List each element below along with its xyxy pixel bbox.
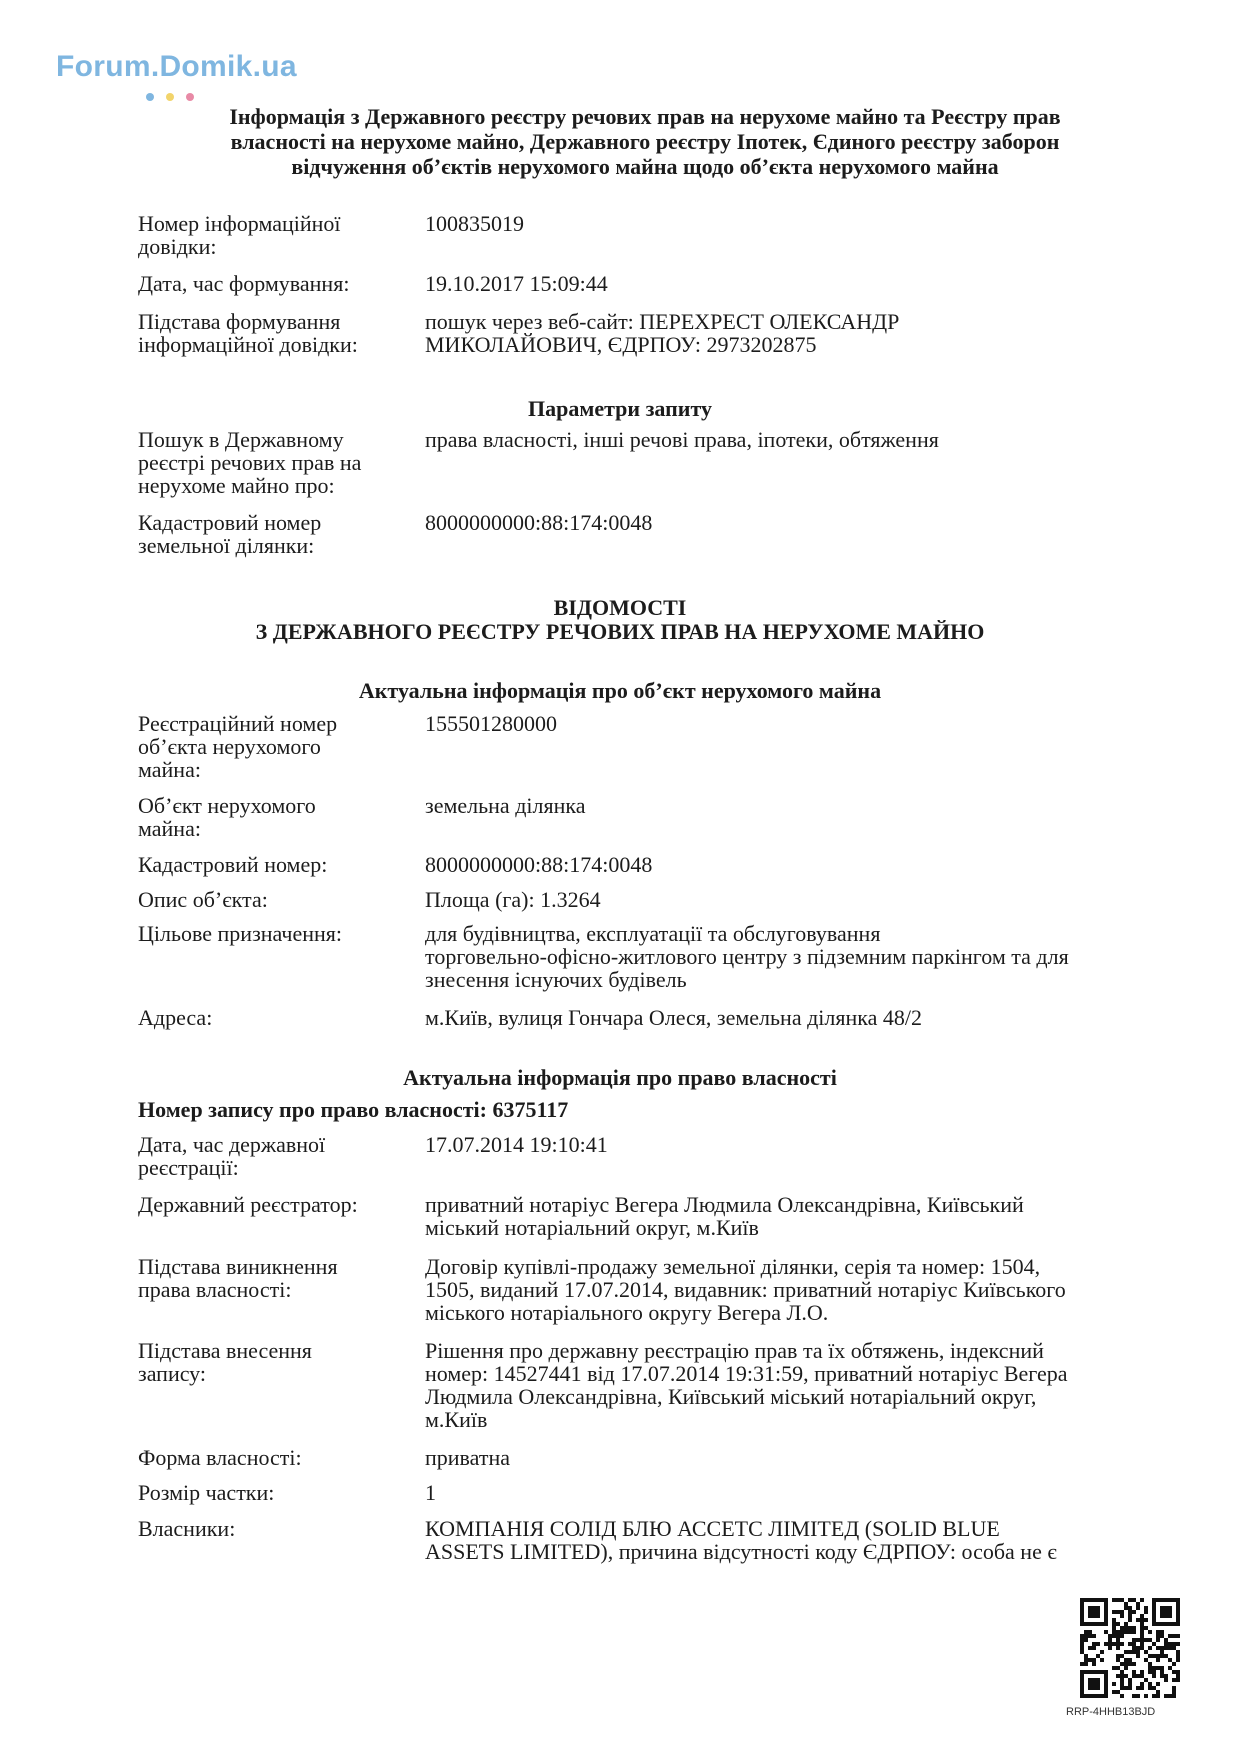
label-line: Номер інформаційної <box>138 211 341 236</box>
label-line: об’єкта нерухомого <box>138 734 321 759</box>
value-line: міського нотаріального округу Вегера Л.О. <box>425 1300 829 1325</box>
field-label: Власники: <box>138 1516 236 1541</box>
value-line: Людмила Олександрівна, Київський міський нотаріальний округ, <box>425 1384 1037 1409</box>
field-value: 155501280000 <box>425 711 557 736</box>
value-line: знесення існуючих будівель <box>425 967 687 992</box>
field-label <box>138 1133 408 1179</box>
label-line: інформаційної довідки: <box>138 332 358 357</box>
label-line: земельної ділянки: <box>138 533 315 558</box>
value-line: номер: 14527441 від 17.07.2014 19:31:59, приватний нотаріус Вегера <box>425 1361 1068 1386</box>
value-line: ASSETS LIMITED), причина відсутності коду ЄДРПОУ: особа не є <box>425 1539 1057 1564</box>
value-line: Рішення про державну реєстрацію прав та їх обтяжень, індексний <box>425 1338 1044 1363</box>
label-line: майна: <box>138 816 201 841</box>
params-title: Параметри запиту <box>527 396 712 421</box>
field-value <box>425 1255 1240 1324</box>
field-label: Цільове призначення: <box>138 921 343 946</box>
field-value <box>425 922 1240 991</box>
watermark-dot <box>146 93 154 101</box>
watermark-logo: Forum.Domik.ua <box>56 50 297 83</box>
label-line: Пошук в Державному <box>138 427 344 452</box>
qr-code-text: RRP-4HHB13BJD <box>1066 1706 1156 1718</box>
records-title-line: ВІДОМОСТІ <box>553 595 687 620</box>
watermark-dot <box>166 93 174 101</box>
field-label <box>138 310 408 356</box>
records-title <box>0 596 1240 644</box>
value-line: м.Київ <box>425 1407 488 1432</box>
label-line: реєстрації: <box>138 1155 239 1180</box>
header-line: Інформація з Державного реєстру речових прав на нерухоме майно та Реєстру прав <box>229 104 1061 129</box>
field-label: Кадастровий номер: <box>138 852 328 877</box>
field-label: Форма власності: <box>138 1445 302 1470</box>
header-line: відчуження об’єктів нерухомого майна щодо об’єкта нерухомого майна <box>291 154 999 179</box>
value-line: міський нотаріальний округ, м.Київ <box>425 1215 759 1240</box>
field-value <box>425 1517 1240 1563</box>
label-line: Реєстраційний номер <box>138 711 338 736</box>
field-label: Державний реєстратор: <box>138 1192 358 1217</box>
label-line: запису: <box>138 1361 207 1386</box>
field-label <box>138 428 408 497</box>
label-line: нерухоме майно про: <box>138 473 335 498</box>
label-line: Кадастровий номер <box>138 510 322 535</box>
field-value: земельна ділянка <box>425 793 586 818</box>
label-line: Дата, час державної <box>138 1132 326 1157</box>
qr-code <box>1080 1598 1180 1698</box>
field-value: права власності, інші речові права, іпотеки, обтяження <box>425 427 939 452</box>
field-value <box>425 1339 1240 1431</box>
object-section-title: Актуальна інформація про об’єкт нерухомого майна <box>358 678 882 703</box>
watermark-dots <box>146 88 206 100</box>
field-label <box>138 1255 408 1301</box>
value-line: Договір купівлі-продажу земельної ділянки, серія та номер: 1504, <box>425 1254 1041 1279</box>
field-value: м.Київ, вулиця Гончара Олеся, земельна ділянка 48/2 <box>425 1005 922 1030</box>
field-label: Адреса: <box>138 1005 213 1030</box>
label-line: права власності: <box>138 1277 292 1302</box>
value-line: КОМПАНІЯ СОЛІД БЛЮ АССЕТС ЛІМІТЕД (SOLID BLUE <box>425 1516 1000 1541</box>
field-label: Опис об’єкта: <box>138 887 268 912</box>
field-value: 17.07.2014 19:10:41 <box>425 1132 608 1157</box>
label-line: майна: <box>138 757 201 782</box>
field-value: 100835019 <box>425 211 524 236</box>
field-label <box>138 511 408 557</box>
value-line: для будівництва, експлуатації та обслуговування <box>425 921 881 946</box>
field-label <box>138 794 408 840</box>
value-line: приватний нотаріус Вегера Людмила Олександрівна, Київський <box>425 1192 1024 1217</box>
field-label <box>138 712 408 781</box>
watermark-dot <box>186 93 194 101</box>
field-label: Дата, час формування: <box>138 271 350 296</box>
field-value <box>425 1193 1240 1239</box>
value-line: МИКОЛАЙОВИЧ, ЄДРПОУ: 2973202875 <box>425 332 817 357</box>
ownership-record-number: Номер запису про право власності: 6375117 <box>138 1097 569 1122</box>
field-value: 1 <box>425 1480 436 1505</box>
document-header <box>180 104 1110 179</box>
field-value: приватна <box>425 1445 510 1470</box>
field-label: Розмір частки: <box>138 1480 275 1505</box>
field-label <box>138 212 408 258</box>
field-value: Площа (га): 1.3264 <box>425 887 601 912</box>
label-line: Підстава формування <box>138 309 341 334</box>
value-line: 1505, виданий 17.07.2014, видавник: приватний нотаріус Київського <box>425 1277 1066 1302</box>
ownership-section-title: Актуальна інформація про право власності <box>403 1065 837 1090</box>
label-line: реєстрі речових прав на <box>138 450 362 475</box>
field-value: 8000000000:88:174:0048 <box>425 852 653 877</box>
field-value <box>425 310 1240 356</box>
field-value: 19.10.2017 15:09:44 <box>425 271 608 296</box>
label-line: довідки: <box>138 234 217 259</box>
field-value: 8000000000:88:174:0048 <box>425 510 653 535</box>
header-line: власності на нерухоме майно, Державного реєстру Іпотек, Єдиного реєстру заборон <box>230 129 1060 154</box>
value-line: пошук через веб-сайт: ПЕРЕХРЕСТ ОЛЕКСАНДР <box>425 309 900 334</box>
field-label <box>138 1339 408 1385</box>
label-line: Підстава виникнення <box>138 1254 338 1279</box>
label-line: Підстава внесення <box>138 1338 312 1363</box>
label-line: Об’єкт нерухомого <box>138 793 316 818</box>
records-title-line: З ДЕРЖАВНОГО РЕЄСТРУ РЕЧОВИХ ПРАВ НА НЕРУХОМЕ МАЙНО <box>255 619 985 644</box>
value-line: торговельно-офісно-житлового центру з підземним паркінгом та для <box>425 944 1069 969</box>
